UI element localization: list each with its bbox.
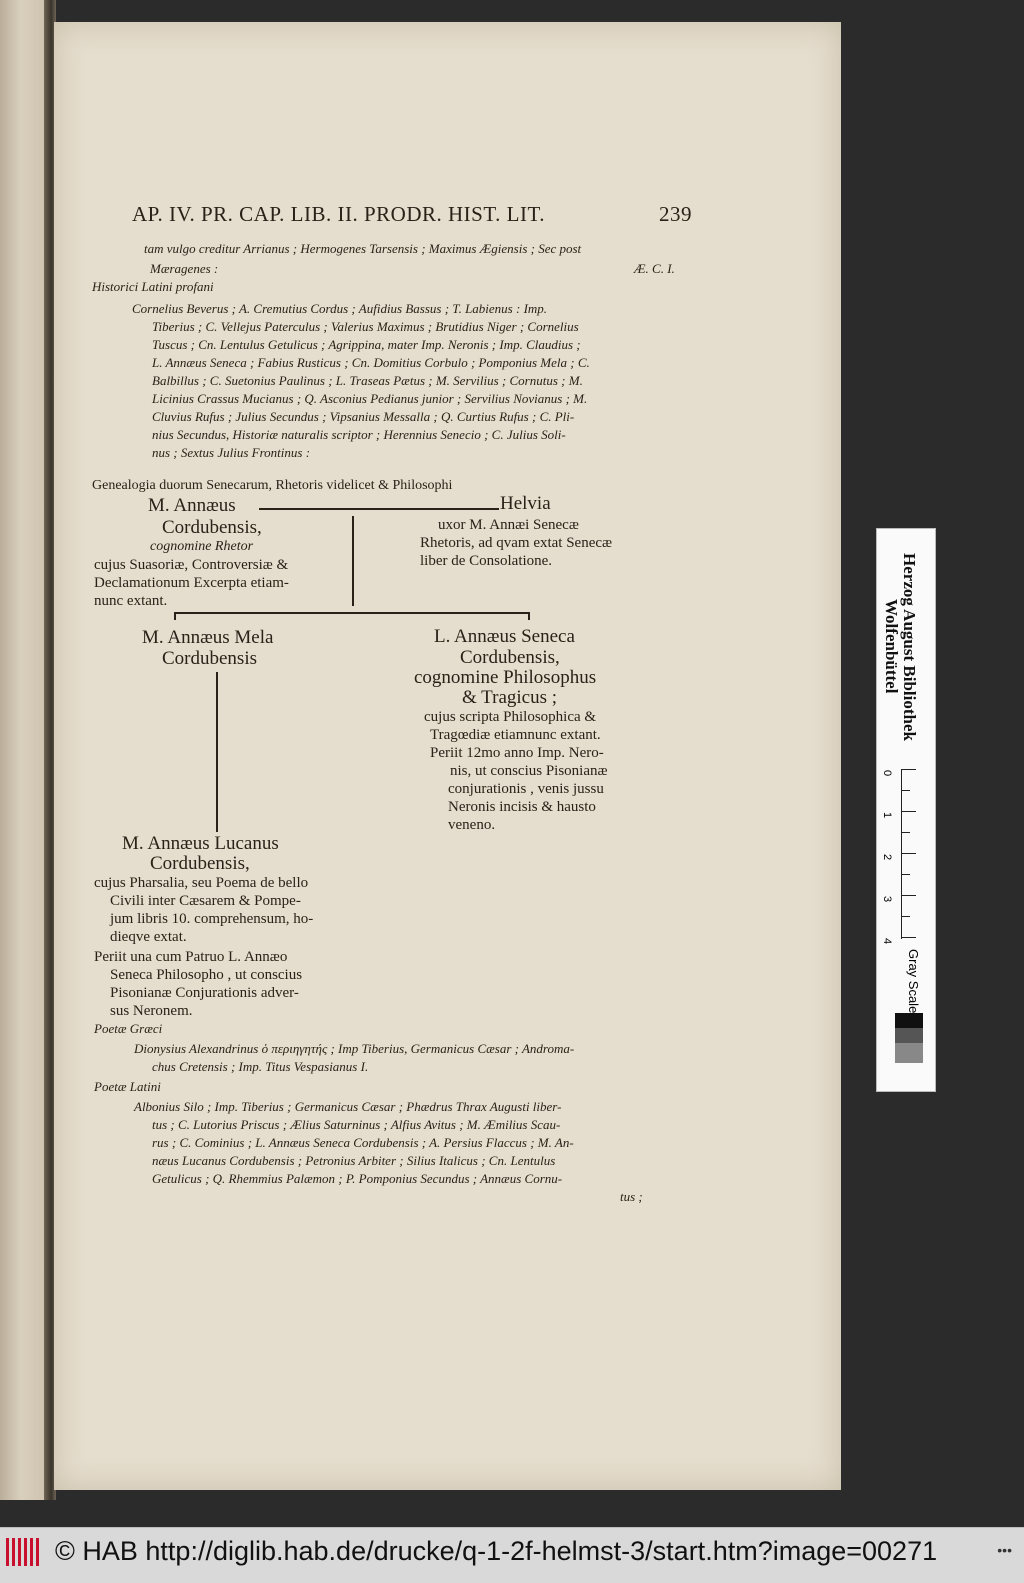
father-line-4: cujus Suasoriæ, Controversiæ &: [94, 557, 289, 573]
seneca-line-10: Neronis incisis & hausto: [448, 799, 596, 815]
ruler-tick: [902, 832, 910, 833]
ruler: [881, 769, 918, 945]
lucan-line-3: cujus Pharsalia, seu Poema de bello: [94, 875, 309, 891]
child-tick-right: [528, 612, 530, 620]
list-item: Cluvius Rufus ; Julius Secundus ; Vipsanius Messalla ; Q. Curtius Rufus ; C. Pli-: [152, 409, 575, 424]
father-line-6: nunc extant.: [94, 593, 168, 609]
list-item: næus Lucanus Cordubensis ; Petronius Arbiter ; Silius Italicus ; Cn. Lentulus: [152, 1153, 556, 1168]
list-item: Licinius Crassus Mucianus ; Q. Asconius Pedianus junior ; Servilius Novianus ; M.: [152, 391, 588, 406]
ruler-tick: [902, 916, 910, 917]
seneca-line-9: conjurationis , venis jussu: [448, 781, 604, 797]
seneca-line-1: L. Annæus Seneca: [434, 626, 575, 647]
more-menu-icon[interactable]: •••: [997, 1542, 1012, 1558]
ruler-tick: [902, 937, 916, 938]
list-item: nius Secundus, Historiæ naturalis scriptor ; Herennius Senecio ; C. Julius Soli-: [152, 427, 566, 442]
ruler-tick: [902, 790, 910, 791]
intro-line-1: tam vulgo creditur Arrianus ; Hermogenes Tarsensis ; Maximus Ægiensis ; Sec post: [144, 241, 582, 256]
lucan-line-9: Pisonianæ Conjurationis adver-: [110, 985, 299, 1001]
list-item: L. Annæus Seneca ; Fabius Rusticus ; Cn. Domitius Corbulo ; Pomponius Mela ; C.: [152, 355, 590, 370]
seneca-line-8: nis, ut conscius Pisonianæ: [450, 763, 608, 779]
ruler-number: 4: [881, 937, 894, 945]
intro-line-2: Mæragenes :: [150, 261, 219, 276]
child-tick-left: [174, 612, 176, 620]
seneca-line-5: cujus scripta Philosophica &: [424, 709, 597, 725]
ruler-number: 1: [881, 811, 894, 819]
ruler-tick: [902, 853, 916, 854]
list-item: Cornelius Beverus ; A. Cremutius Cordus ; Aufidius Bassus ; T. Labienus : Imp.: [132, 301, 548, 316]
library-city: Wolfenbüttel: [882, 599, 901, 694]
mela-line-1: M. Annæus Mela: [142, 627, 274, 648]
seneca-line-7: Periit 12mo anno Imp. Nero-: [430, 745, 604, 761]
lucan-line-5: jum libris 10. comprehensum, ho-: [110, 911, 314, 927]
father-name: M. Annæus: [148, 495, 236, 516]
lucan-line-7: Periit una cum Patruo L. Annæo: [94, 949, 288, 965]
library-name: Herzog August Bibliothek: [900, 553, 919, 741]
mother-line-4: liber de Consolatione.: [420, 553, 553, 569]
ruler-number: 2: [881, 853, 894, 861]
ruler-tick: [902, 769, 916, 770]
children-line: [174, 612, 529, 614]
mother-line-2: uxor M. Annæi Senecæ: [438, 517, 579, 533]
intro-line-2-right: Æ. C. I.: [634, 261, 675, 276]
lucan-line-2: Cordubensis,: [150, 853, 250, 874]
seneca-line-4: & Tragicus ;: [462, 687, 558, 708]
seneca-line-3: cognomine Philosophus: [414, 667, 597, 688]
lucan-line-8: Seneca Philosopho , ut conscius: [110, 967, 303, 983]
list-item: tus ; C. Lutorius Priscus ; Ælius Saturninus ; Alfius Avitus ; M. Æmilius Scau-: [152, 1117, 561, 1132]
mother-line-3: Rhetoris, ad qvam extat Senecæ: [420, 535, 613, 551]
ruler-number: 3: [881, 895, 894, 903]
source-url[interactable]: © HAB http://diglib.hab.de/drucke/q-1-2f-helmst-3/start.htm?image=00271: [55, 1536, 938, 1566]
mother-name: Helvia: [500, 493, 551, 514]
poetae-latini-heading: Poetæ Latini: [94, 1079, 161, 1094]
list-item: rus ; C. Cominius ; L. Annæus Seneca Cordubensis ; A. Persius Flaccus ; M. An-: [152, 1135, 574, 1150]
lucan-line-1: M. Annæus Lucanus: [122, 833, 279, 854]
lucan-line-10: sus Neronem.: [110, 1003, 193, 1019]
lucan-line-6: dieqve extat.: [110, 929, 187, 945]
gray-scale-label: Gray Scale: [906, 949, 921, 1014]
list-item: chus Cretensis ; Imp. Titus Vespasianus I.: [152, 1059, 369, 1074]
list-item: Getulicus ; Q. Rhemmius Palæmon ; P. Pomponius Secundus ; Annæus Cornu-: [152, 1171, 563, 1186]
hab-logo-icon: [6, 1538, 42, 1566]
seneca-line-11: veneno.: [448, 817, 496, 833]
seneca-line-6: Tragœdiæ etiamnunc extant.: [430, 727, 601, 743]
page-number: 239: [659, 202, 692, 226]
list-item: Balbillus ; C. Suetonius Paulinus ; L. Traseas Pætus ; M. Servilius ; Cornutus ; M.: [152, 373, 583, 388]
list-item: Tiberius ; C. Vellejus Paterculus ; Valerius Maximus ; Brutidius Niger ; Cornelius: [152, 319, 579, 334]
gray-scale-swatch: [895, 1013, 923, 1063]
seneca-line-2: Cordubensis,: [460, 647, 560, 668]
book-page: [54, 22, 841, 1490]
marriage-line: [259, 508, 499, 510]
list-item: tus ;: [620, 1189, 643, 1204]
list-item: Tuscus ; Cn. Lentulus Getulicus ; Agrippina, mater Imp. Neronis ; Imp. Claudius ;: [152, 337, 581, 352]
mela-descent-line: [216, 672, 218, 832]
list-item: Albonius Silo ; Imp. Tiberius ; Germanicus Cæsar ; Phædrus Thrax Augusti liber-: [134, 1099, 562, 1114]
genealogy-title: Genealogia duorum Senecarum, Rhetoris videlicet & Philosophi: [92, 478, 453, 493]
list-item: nus ; Sextus Julius Frontinus :: [152, 445, 311, 460]
descent-line: [352, 516, 354, 606]
list-item: Dionysius Alexandrinus ὁ περιηγητής ; Imp Tiberius, Germanicus Cæsar ; Androma-: [134, 1041, 575, 1056]
running-header: [132, 202, 692, 227]
ruler-tick: [902, 811, 916, 812]
ruler-number: 0: [881, 769, 894, 777]
father-line-5: Declamationum Excerpta etiam-: [94, 575, 289, 591]
father-line-2: Cordubensis,: [162, 517, 262, 538]
mela-line-2: Cordubensis: [162, 648, 257, 669]
poetae-graeci-heading: Poetæ Græci: [94, 1021, 163, 1036]
father-line-3: cognomine Rhetor: [150, 539, 254, 554]
ruler-tick: [902, 895, 916, 896]
footer-bar: [0, 1527, 1024, 1583]
running-title: AP. IV. PR. CAP. LIB. II. PRODR. HIST. LIT.: [132, 202, 545, 226]
color-scale-card: [876, 528, 936, 1092]
historici-heading: Historici Latini profani: [92, 279, 214, 294]
ruler-tick: [902, 874, 910, 875]
lucan-line-4: Civili inter Cæsarem & Pompe-: [110, 893, 301, 909]
